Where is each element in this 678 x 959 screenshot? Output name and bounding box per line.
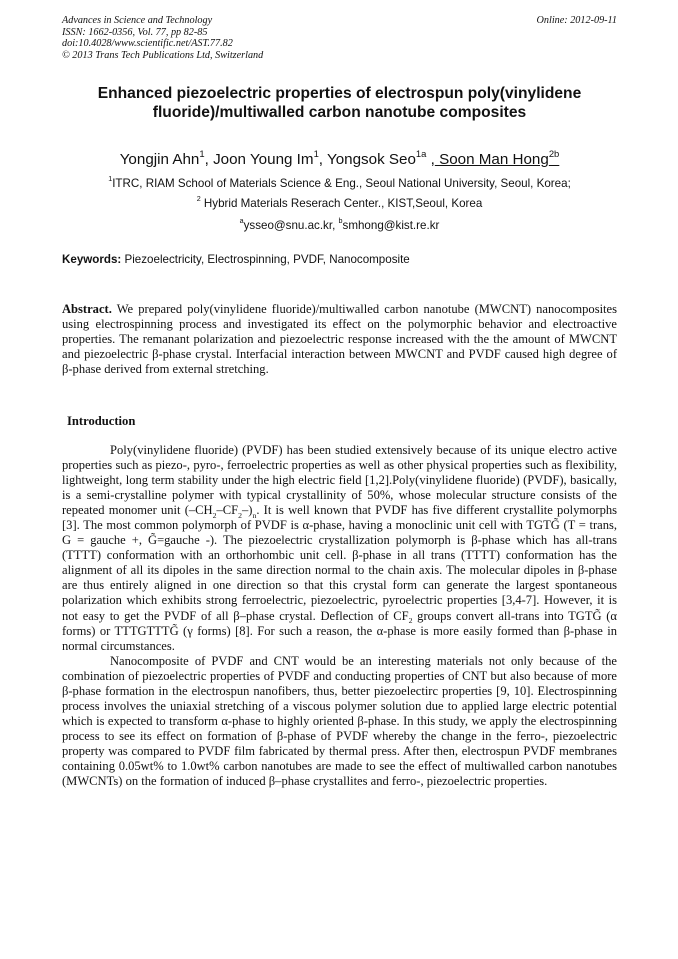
online-date: Online: 2012-09-11 [536, 15, 617, 26]
author-name: Joon Young Im [213, 151, 314, 168]
issn-line: ISSN: 1662-0356, Vol. 77, pp 82-85 [62, 26, 208, 38]
affiliation-marker: 2 [196, 194, 201, 204]
paragraph [62, 443, 617, 654]
author-marker: 1a [415, 147, 427, 159]
paragraph-text: groups convert all-trans into TGTG̃ (α forms) or TTTGTTTG̃ (γ forms) [8]. For such a reason, the α-phase is more easily formed than β-phase in normal circumstances. [62, 608, 617, 653]
email-marker: b [338, 216, 343, 226]
email-link[interactable]: ysseo@snu.ac.kr [243, 219, 333, 232]
affiliation-text: ITRC, RIAM School of Materials Science & Eng., Seoul National University, Seoul, Korea; [112, 177, 571, 190]
paragraph-text: –) [242, 503, 253, 518]
keywords-label: Keywords: [62, 253, 122, 266]
paper-title [62, 84, 617, 122]
email-marker: a [239, 216, 244, 226]
author-marker: 2b [548, 147, 560, 159]
subscript: 2 [212, 511, 217, 521]
author-marker: 1 [199, 147, 205, 159]
abstract-text: We prepared poly(vinylidene fluoride)/multiwalled carbon nanotube (MWCNT) nanocomposites using electrospinning process and investigated its effect on the polymorphic behavior and electroactive properties. The remanant polarization and piezoelectric response increased with the the amount of MWCNT and piezoelectric β-phase crystal. Interfacial interaction between MWCNT and PVDF caused high degree of β-phase derived from external stretching. [62, 302, 617, 377]
title-line-1: Enhanced piezoelectric properties of electrospun poly(vinylidene [97, 85, 582, 102]
paragraph-text: –CF [216, 503, 239, 518]
affiliation-text: Hybrid Materials Reserach Center., KIST,Seoul, Korea [200, 197, 483, 210]
subscript: n [252, 511, 257, 521]
author-name: Soon Man Hong [434, 151, 549, 168]
subscript: 2 [408, 616, 413, 626]
corresponding-author [434, 147, 560, 168]
subscript: 2 [238, 511, 242, 521]
author-marker: 1 [313, 147, 319, 159]
paragraph-text: Poly(vinylidene fluoride) (PVDF) has been studied extensively because of its unique electro active properties such as piezo-, pyro-, ferroelectric properties as well as other physical properties such as flexibility, lightweight, long term stability under the high electric field [1,2].Poly(vinylidene fluoride) (PVDF), basically, is a semi-crystalline polymer with typical crystallinity of 50%, whose molecular structure consists of the repeated monomer unit (–CH [62, 443, 617, 518]
keywords-text: Piezoelectricity, Electrospinning, PVDF, Nanocomposite [121, 253, 410, 266]
abstract [62, 302, 617, 377]
journal-name: Advances in Science and Technology [62, 15, 213, 26]
author-name: Yongjin Ahn [119, 151, 200, 168]
journal-header [62, 15, 617, 61]
email-link[interactable]: smhong@kist.re.kr [342, 219, 440, 232]
abstract-label: Abstract. [62, 302, 112, 316]
section-heading-introduction: Introduction [67, 414, 136, 428]
author-emails: $^a$ysseo@snu.ac.kr, $^b$smhong@kist.re.kr [239, 216, 440, 232]
affiliation-marker: 1 [108, 174, 113, 184]
paragraph: Nanocomposite of PVDF and CNT would be an interesting materials not only because of the combination of piezoelectric properties of PVDF and conducting properties of CNT but also because of more β-phase formation in the electrospun nanofibers, thus, better piezoelectirc properties [9, 10]. Electrospinning process involves the uniaxial stretching of a viscous polymer solution due to applied large electric potential which is expected to transform α-phase to highly oriented β-phase. In this study, we apply the electrospinning process to see its effect on formation of β-phase of PVDF whereby the change in the ferro-, piezoelectric property was compared to PVDF film fabricated by thermal press. After then, electrospun PVDF membranes containing 0.05wt% to 1.0wt% carbon nanotubes are made to see the effect of multiwalled carbon nanotubes (MWCNTs) on the formation of induced β–phase crystallites and ferro-, piezoelectric properties. [62, 653, 617, 789]
author-list: Yongjin Ahn$^1$, Joon Young Im$^1$, Yongsok Seo$^{1a}$ , Soon Man Hong$^{2b}$ [119, 147, 560, 168]
paragraph-text: . It is well known that PVDF has five different crystallite polymorphs [3]. The most common polymorph of PVDF is α-phase, having a monoclinic unit cell with TGTG̃ (T = trans, G = gauche +, G̃=gauche -). The piezoelectric crystallization polymorph is β-phase which has all-trans (TTTT) conformation with an orthorhombic unit cell. β-phase in all trans (TTTT) conformation has the alignment of all its dipoles in the same direction normal to the chain axis. The molecular dipoles in β-phase are thus entirely aligned in one direction so that this crystal form can generate the largest spontaneous polarization which exhibits strong ferroelectric, piezoelectric, pyroelectric properties [3,4-7]. However, it is not easy to get the PVDF of all β–phase crystal. Deflection of CF [62, 503, 618, 623]
copyright-line: © 2013 Trans Tech Publications Ltd, Switzerland [62, 49, 264, 61]
affiliation-2 [62, 196, 617, 211]
affiliation-1 [62, 176, 617, 191]
author-name: Yongsok Seo [326, 151, 416, 168]
doi-line: doi:10.4028/www.scientific.net/AST.77.82 [62, 38, 233, 50]
keywords [62, 252, 617, 267]
title-line-2: fluoride)/multiwalled carbon nanotube composites [152, 104, 527, 121]
introduction-body [62, 443, 617, 789]
